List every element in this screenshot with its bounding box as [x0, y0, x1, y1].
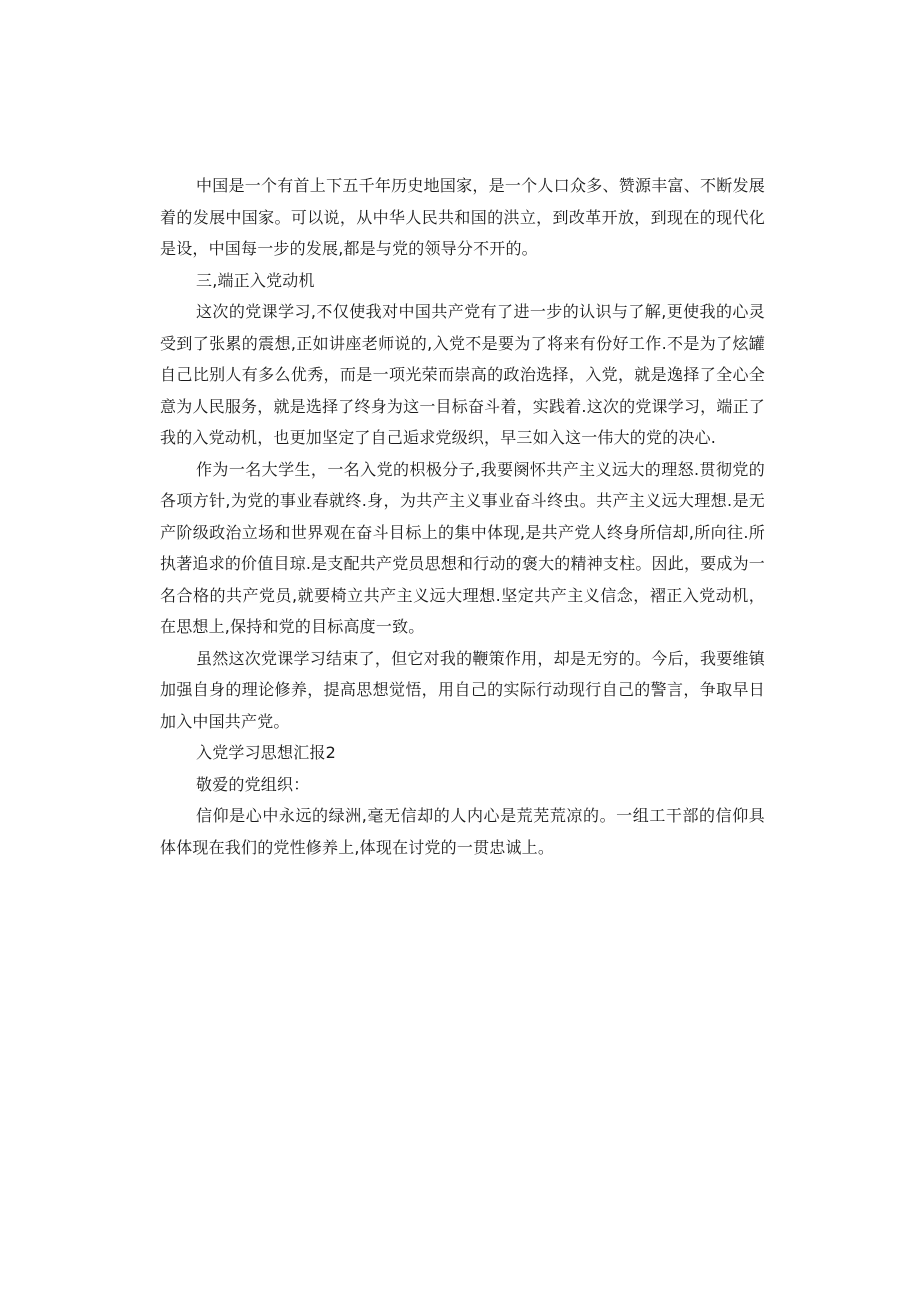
paragraph-conclusion: 虽然这次党课学习结束了，但它对我的鞭策作用，却是无穷的。今后，我要维镇加强自身的理论修养，提高思想觉悟，用自己的实际行动现行自己的警言，争取早日加入中国共产党。: [160, 648, 765, 731]
report-title: 入党学习思想汇报2: [196, 743, 336, 762]
salutation: 敬爱的党组织：: [196, 774, 310, 794]
document-body: [160, 170, 765, 863]
paragraph-ideal: 作为一名大学生，一名入党的枳极分子,我要阕怀共产主义远大的理怒.贯彻党的各项方针,为党的事业春就终.身，为共产主义事业奋斗终虫。共产主义远大理想.是无产阶级政治立场和世界观在奋斗目标上的集中体现,是共产党人终身所信却,所向往.所执著追求的价值目琼.是支配共产党员思想和行动的褒大的精神支柱。因此，要成为一名合格的共产党员,就要椅立共产主义远大理想.坚定共产主义信念，褶正入党动机，在思想上,保持和党的目标高度一致。: [160, 459, 765, 636]
paragraph-party-course: 这次的党课学习,不仅使我对中国共产党有了进一步的认识与了解,更使我的心灵受到了张累的震想,正如讲座老师说的,入党不是要为了将来有份好工作.不是为了炫罐自己比别人有多么优秀，而是一项光荣而崇高的政治选择，入党，就是逸择了全心全意为人民服务，就是选择了终身为这一目标奋斗着，实践着.这次的党课学习，端正了我的入党动机，也更加坚定了自己逅求党级织，早三如入这一伟大的党的决心.: [160, 302, 765, 447]
paragraph-history: 中国是一个有首上下五千年历史地国家，是一个人口众多、赞源丰富、不断发展着的发展中国家。可以说，从中华人民共和国的洪立，到改革开放，到现在的现代化是设，中国每一步的发展,都是与党的领导分不开的。: [160, 176, 765, 258]
section-heading-motive: 三,端正入党动机: [196, 270, 315, 290]
paragraph-faith: 信仰是心中永远的绿洲,毫无信却的人内心是荒芜荒凉的。一组工干部的信仰具体体现在我们的党性修养上,体现在讨党的一贯忠诚上。: [160, 806, 765, 857]
